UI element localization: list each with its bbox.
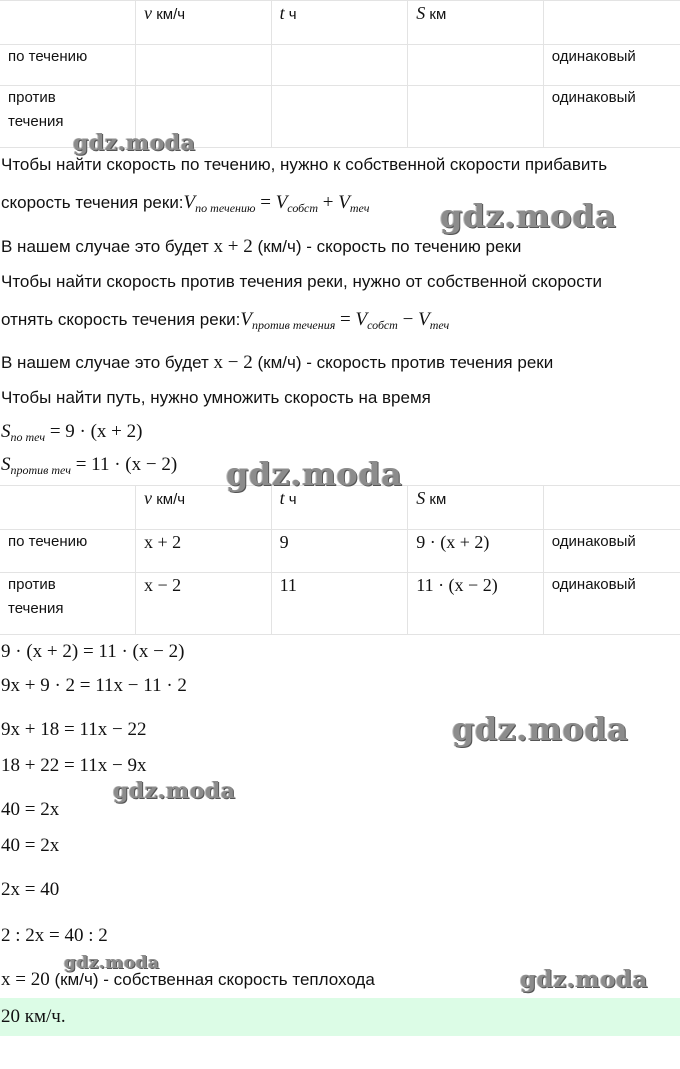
formula: x + 2: [213, 236, 253, 257]
cell: [408, 86, 544, 148]
watermark: gdz.moda: [64, 953, 160, 973]
formula: x − 2: [213, 352, 253, 373]
paragraph-text: скорость течения реки:: [1, 193, 184, 212]
cell-speed: x − 2: [136, 573, 272, 635]
paragraph-text: отнять скорость течения реки:: [1, 310, 241, 329]
cell-time: 9: [271, 530, 408, 573]
header-cell-note: [543, 486, 680, 530]
row-note: одинаковый: [543, 530, 680, 573]
header-cell-time: t ч: [271, 486, 408, 530]
header-cell-distance: S км: [408, 1, 544, 45]
cell: [136, 45, 272, 86]
row-label: по течению: [0, 45, 136, 86]
paragraph: Чтобы найти скорость по течению, нужно к собственной скорости прибавить: [1, 155, 608, 174]
row-note: одинаковый: [543, 45, 680, 86]
equation-step: 18 + 22 = 11x − 9x: [1, 755, 147, 776]
row-label-line: течения: [8, 113, 64, 130]
answer-box: 20 км/ч.: [0, 998, 680, 1036]
header-cell-speed: v км/ч: [136, 486, 272, 530]
paragraph-text: (км/ч) - скорость против течения реки: [257, 353, 554, 372]
equation-step: 9 · (x + 2) = 11 · (x − 2): [1, 641, 185, 662]
equation-step: 40 = 2x: [1, 835, 60, 856]
unit-label: км/ч: [156, 491, 186, 508]
paragraph-text: (км/ч) - скорость по течению реки: [257, 237, 522, 256]
row-label-line: против: [8, 89, 56, 106]
unit-label: км/ч: [156, 6, 186, 23]
watermark: gdz.moda: [226, 455, 403, 493]
watermark: gdz.moda: [113, 778, 236, 804]
unit-label: ч: [288, 491, 297, 508]
unit-label: км: [429, 6, 447, 23]
header-cell-speed: v км/ч: [136, 1, 272, 45]
equation-step: 2x = 40: [1, 879, 60, 900]
equation-step: 2 : 2x = 40 : 2: [1, 925, 108, 946]
unit-label: км: [429, 491, 447, 508]
paragraph: [1, 236, 521, 258]
equation-step-result: [1, 969, 375, 991]
formula-s-upstream: $S_{против теч} = 11 \cdot (x - 2)$: [1, 454, 178, 477]
equation-step: 9x + 18 = 11x − 22: [1, 719, 147, 740]
header-cell-note: [543, 1, 680, 45]
row-note: одинаковый: [543, 573, 680, 635]
watermark: gdz.moda: [520, 966, 648, 993]
equation-step: 9x + 9 · 2 = 11x − 11 · 2: [1, 675, 187, 696]
cell-time: 11: [271, 573, 408, 635]
row-label: по течению: [0, 530, 136, 573]
watermark: gdz.moda: [73, 130, 196, 156]
paragraph-text: В нашем случае это будет: [1, 353, 209, 372]
watermark: gdz.moda: [452, 710, 629, 748]
watermark: gdz.moda: [440, 197, 617, 235]
cell: [271, 86, 408, 148]
speed-table-empty: [0, 0, 680, 148]
paragraph: Чтобы найти скорость против течения реки, нужно от собственной скорости: [1, 272, 603, 291]
cell-distance: 11 · (x − 2): [408, 573, 544, 635]
paragraph: Чтобы найти путь, нужно умножить скорость на время: [1, 388, 431, 407]
paragraph: [1, 192, 369, 214]
header-cell-empty: [0, 486, 136, 530]
equation-step: 40 = 2x: [1, 799, 60, 820]
header-cell-empty: [0, 1, 136, 45]
row-note: одинаковый: [543, 86, 680, 148]
cell-distance: 9 · (x + 2): [408, 530, 544, 573]
formula: $V_{против течения} = V_{собст} - V_{теч}$: [240, 309, 450, 332]
paragraph-text: (км/ч) - собственная скорость теплохода: [54, 970, 375, 989]
header-cell-time: t ч: [271, 1, 408, 45]
paragraph: [1, 352, 553, 374]
formula: x = 20: [1, 969, 50, 990]
paragraph-text: В нашем случае это будет: [1, 237, 209, 256]
speed-table-filled: [0, 485, 680, 635]
cell: [408, 45, 544, 86]
row-label-line: течения: [8, 600, 64, 617]
formula-s-downstream: $S_{по теч} = 9 \cdot (x + 2)$: [1, 421, 143, 444]
row-label-line: против: [8, 576, 56, 593]
cell-speed: x + 2: [136, 530, 272, 573]
header-cell-distance: S км: [408, 486, 544, 530]
unit-label: ч: [288, 6, 297, 23]
cell: [271, 45, 408, 86]
formula: $V_{по течению} = V_{собст} + V_{теч}$: [183, 192, 370, 215]
paragraph: [1, 309, 449, 331]
row-label: [0, 573, 136, 635]
